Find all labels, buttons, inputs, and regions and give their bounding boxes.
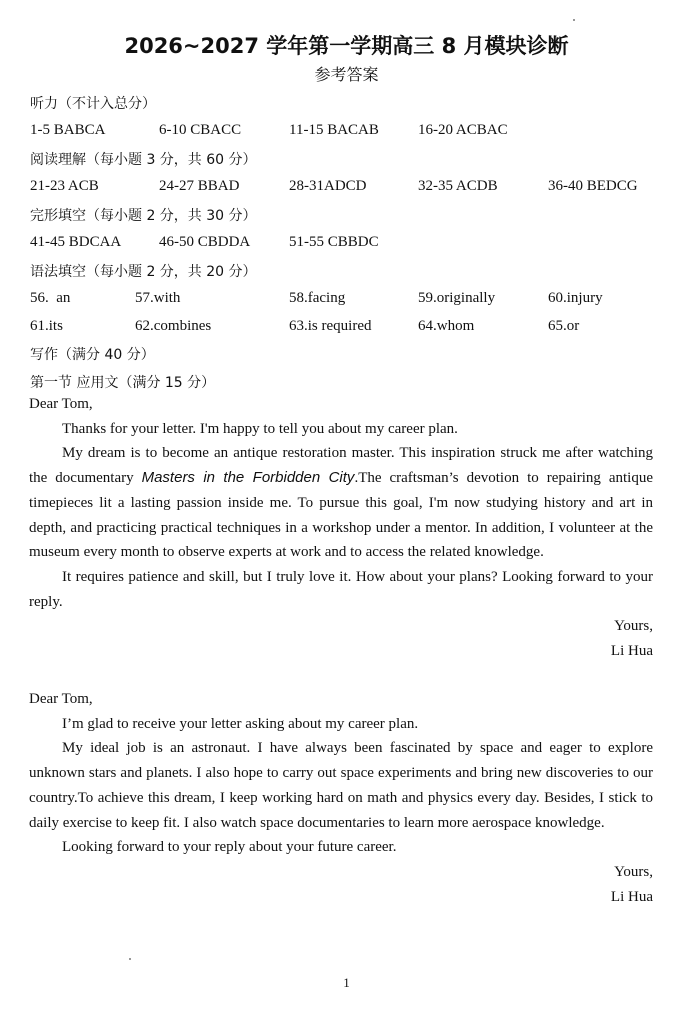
page-subtitle: 参考答案: [314, 65, 379, 84]
section-cloze: 完形填空（每小题 2 分，共 30 分）: [30, 208, 257, 224]
sample-letter-2: [29, 687, 653, 909]
answer-group: 41-45 BDCAA: [30, 234, 122, 250]
letter-paragraph: It requires patience and skill, but I truly love it. How about your plans? Looking forward to your reply.: [29, 568, 653, 610]
answer-group: 1-5 BABCA: [30, 122, 106, 138]
answer-item: 60.injury: [548, 290, 603, 306]
answer-group: 28-31ADCD: [289, 178, 367, 194]
answer-item: 65.or: [548, 318, 580, 334]
paragraph-text: My dream is to become an antique restoration master. This inspiration struck me after watching the documentary: [29, 445, 653, 487]
paragraph-text: .The craftsman’s devotion to repairing antique timepieces lit a lasting passion inside me. To pursue this goal, I'm now studying history and art in depth, and practicing practical techniques in a workshop under a mentor. In addition, I volunteer at the museum every month to observe experts at work and to access the related knowledge.: [29, 470, 653, 561]
sample-letter-1: [29, 392, 653, 664]
cloze-answers: [0, 234, 693, 254]
letter-paragraph: I’m glad to receive your letter asking about my career plan.: [62, 715, 419, 732]
answer-group: 11-15 BACAB: [289, 122, 379, 138]
answer-group: 46-50 CBDDA: [159, 234, 251, 250]
answer-item: 64.whom: [418, 318, 475, 334]
answer-item: 62.combines: [135, 318, 212, 334]
scan-speck: [573, 19, 575, 21]
answer-group: 32-35 ACDB: [418, 178, 498, 194]
letter-paragraph: My ideal job is an astronaut. I have always been fascinated by space and eager to explore unknown stars and planets. I also hope to carry out space experiments and bring new discoveries to our country.To achieve this dream, I keep working hard on math and physics every day. Besides, I stick to daily exercise to keep fit. I also watch space documentaries to learn more aerospace knowledge.: [29, 740, 653, 831]
letter-paragraph: [29, 441, 653, 565]
page-number: 1: [343, 975, 350, 990]
answer-item: 63.is required: [289, 318, 372, 334]
answer-item: 59.originally: [418, 290, 496, 306]
answer-item: 56. an: [30, 290, 71, 306]
letter-paragraph: Looking forward to your reply about your future career.: [62, 839, 397, 856]
answer-group: 36-40 BEDCG: [548, 178, 638, 194]
grammar-answers-row2: [0, 318, 693, 338]
answer-group: 16-20 ACBAC: [418, 122, 508, 138]
answer-group: 21-23 ACB: [30, 178, 99, 194]
answer-item: 61.its: [30, 318, 63, 334]
answer-item: 58.facing: [289, 290, 346, 306]
letter-signature: Li Hua: [610, 643, 653, 660]
section-writing: 写作（满分 40 分）: [30, 347, 155, 363]
letter-signature: Li Hua: [610, 888, 653, 905]
listening-answers: [0, 122, 693, 142]
grammar-answers-row1: [0, 290, 693, 310]
letter-closing: Yours,: [614, 863, 653, 880]
answer-item: 57.with: [135, 290, 181, 306]
letter-greeting: Dear Tom,: [29, 396, 93, 412]
letter-paragraph: Thanks for your letter. I'm happy to tell you about my career plan.: [62, 420, 458, 437]
documentary-title: Masters in the Forbidden City: [141, 469, 355, 487]
reading-answers: [0, 178, 693, 198]
letter-closing: Yours,: [614, 618, 653, 635]
answer-group: 51-55 CBBDC: [289, 234, 379, 250]
section-writing-part1: 第一节 应用文（满分 15 分）: [30, 375, 216, 391]
page-title: 2026~2027 学年第一学期高三 8 月模块诊断: [124, 34, 569, 58]
section-grammar: 语法填空（每小题 2 分，共 20 分）: [30, 264, 257, 280]
answer-group: 24-27 BBAD: [159, 178, 240, 194]
scan-speck: [129, 958, 131, 960]
section-reading: 阅读理解（每小题 3 分，共 60 分）: [30, 152, 257, 168]
answer-group: 6-10 CBACC: [159, 122, 242, 138]
letter-greeting: Dear Tom,: [29, 691, 93, 707]
section-listening: 听力（不计入总分）: [30, 96, 156, 112]
